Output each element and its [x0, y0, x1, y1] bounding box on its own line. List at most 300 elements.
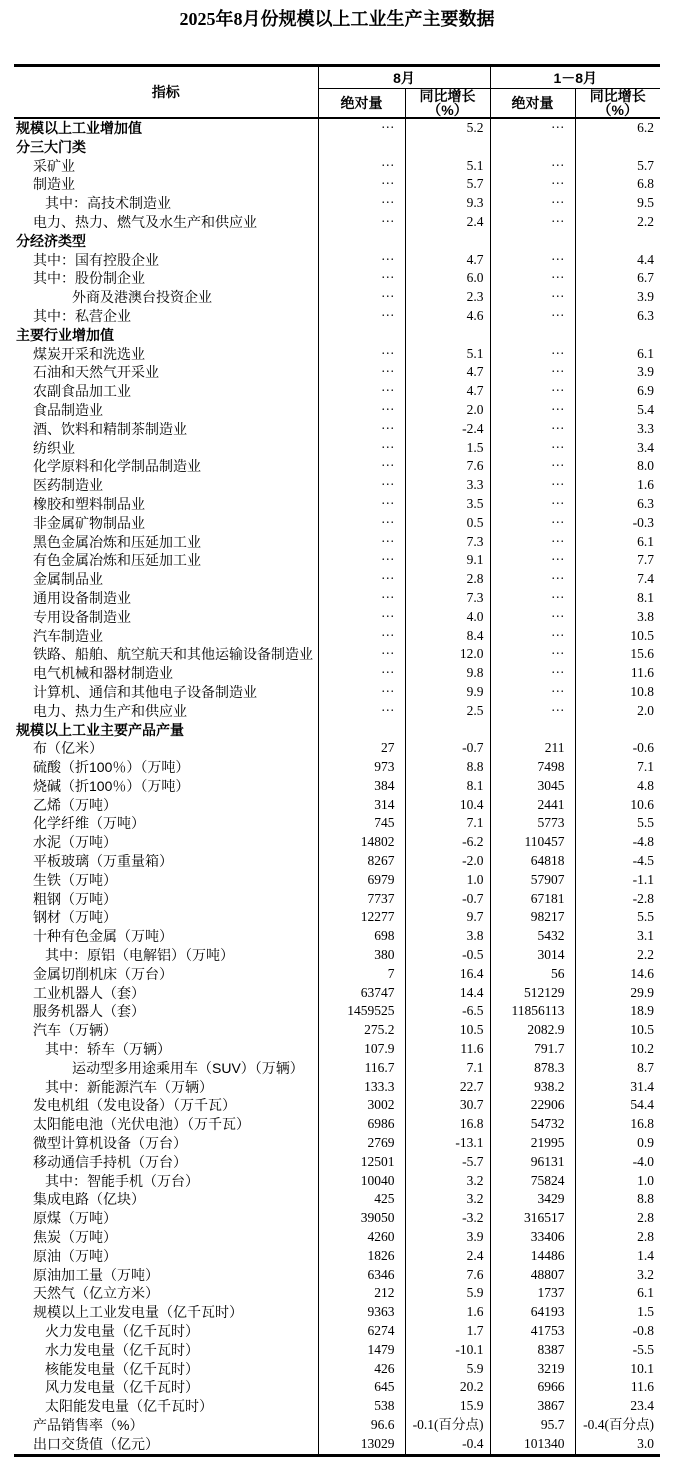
- indicator-cell: 十种有色金属（万吨）: [33, 928, 173, 945]
- cum-yoy-cell: 7.4: [575, 570, 660, 589]
- indicator-cell: 食品制造业: [33, 401, 103, 418]
- cum-yoy-cell: 7.7: [575, 551, 660, 570]
- table-row: [14, 608, 660, 627]
- cum-yoy-cell: 5.4: [575, 401, 660, 420]
- table-row: [14, 645, 660, 664]
- cum-abs-cell: 98217: [490, 908, 575, 927]
- cum-yoy-cell: 4.8: [575, 777, 660, 796]
- cum-abs-cell: 48807: [490, 1266, 575, 1285]
- indicator-cell: 粗钢（万吨）: [33, 890, 117, 907]
- cum-abs-cell: 57907: [490, 871, 575, 890]
- aug-yoy-cell: [405, 721, 490, 740]
- aug-abs-cell: 384: [318, 777, 405, 796]
- table-header: [14, 66, 660, 119]
- table-row: [14, 1284, 660, 1303]
- indicator-cell: 其中：高技术制造业: [45, 195, 171, 212]
- cum-abs-cell: 5773: [490, 814, 575, 833]
- table-row: [14, 1378, 660, 1397]
- cum-abs-cell: 56: [490, 965, 575, 984]
- cum-abs-cell: ···: [490, 589, 575, 608]
- indicator-cell: 硫酸（折100％）（万吨）: [33, 759, 190, 776]
- cum-yoy-cell: 5.7: [575, 157, 660, 176]
- cum-abs-cell: 22906: [490, 1096, 575, 1115]
- aug-yoy-cell: -3.2: [405, 1209, 490, 1228]
- table-row: [14, 1134, 660, 1153]
- indicator-cell: 生铁（万吨）: [33, 871, 117, 888]
- table-row: [14, 194, 660, 213]
- cum-yoy-cell: 10.8: [575, 683, 660, 702]
- table-row: [14, 1096, 660, 1115]
- aug-yoy-cell: 3.2: [405, 1172, 490, 1191]
- aug-abs-cell: 1826: [318, 1247, 405, 1266]
- cum-yoy-cell: 3.4: [575, 439, 660, 458]
- table-row: [14, 777, 660, 796]
- table-row: [14, 251, 660, 270]
- table-row: [14, 833, 660, 852]
- aug-yoy-cell: 2.5: [405, 702, 490, 721]
- col-header-absolute-cum: 绝对量: [490, 89, 575, 119]
- indicator-cell: 金属制品业: [33, 571, 103, 588]
- cum-abs-cell: ···: [490, 345, 575, 364]
- table-row: [14, 514, 660, 533]
- cum-abs-cell: 11856113: [490, 1002, 575, 1021]
- indicator-cell: 有色金属冶炼和压延加工业: [33, 552, 201, 569]
- aug-yoy-cell: 7.3: [405, 533, 490, 552]
- cum-abs-cell: ···: [490, 457, 575, 476]
- cum-yoy-cell: 6.1: [575, 345, 660, 364]
- cum-abs-cell: 3219: [490, 1360, 575, 1379]
- aug-abs-cell: 96.6: [318, 1416, 405, 1435]
- aug-yoy-cell: [405, 326, 490, 345]
- table-row: [14, 1435, 660, 1455]
- cum-abs-cell: 14486: [490, 1247, 575, 1266]
- aug-yoy-cell: -2.4: [405, 420, 490, 439]
- table-row: [14, 439, 660, 458]
- table-row: [14, 1360, 660, 1379]
- table-row: [14, 627, 660, 646]
- aug-abs-cell: ···: [318, 589, 405, 608]
- indicator-cell: 通用设备制造业: [33, 589, 131, 606]
- cum-yoy-cell: 3.0: [575, 1435, 660, 1455]
- cum-yoy-cell: 2.2: [575, 213, 660, 232]
- aug-abs-cell: ···: [318, 570, 405, 589]
- indicator-cell: 规模以上工业发电量（亿千瓦时）: [33, 1304, 243, 1321]
- cum-yoy-cell: 11.6: [575, 1378, 660, 1397]
- aug-abs-cell: ···: [318, 683, 405, 702]
- aug-abs-cell: ···: [318, 307, 405, 326]
- aug-yoy-cell: -13.1: [405, 1134, 490, 1153]
- cum-abs-cell: ···: [490, 608, 575, 627]
- aug-abs-cell: 27: [318, 739, 405, 758]
- indicator-cell: 纺织业: [33, 439, 75, 456]
- table-row: [14, 118, 660, 138]
- indicator-cell: 其中：国有控股企业: [33, 251, 159, 268]
- indicator-cell: 产品销售率（%）: [33, 1416, 144, 1433]
- cum-yoy-cell: 6.3: [575, 307, 660, 326]
- aug-abs-cell: 1459525: [318, 1002, 405, 1021]
- cum-abs-cell: 41753: [490, 1322, 575, 1341]
- cum-abs-cell: 101340: [490, 1435, 575, 1455]
- cum-yoy-cell: 15.6: [575, 645, 660, 664]
- cum-abs-cell: ···: [490, 288, 575, 307]
- cum-yoy-cell: 2.8: [575, 1209, 660, 1228]
- indicator-cell: 规模以上工业增加值: [16, 120, 142, 136]
- aug-abs-cell: ···: [318, 175, 405, 194]
- table-row: [14, 852, 660, 871]
- aug-abs-cell: [318, 232, 405, 251]
- cum-yoy-cell: 9.5: [575, 194, 660, 213]
- indicator-cell: 钢材（万吨）: [33, 909, 117, 926]
- aug-abs-cell: ···: [318, 382, 405, 401]
- cum-abs-cell: ···: [490, 118, 575, 138]
- aug-yoy-cell: 9.9: [405, 683, 490, 702]
- indicator-cell: 太阳能电池（光伏电池）（万千瓦）: [33, 1116, 250, 1133]
- table-row: [14, 1002, 660, 1021]
- cum-abs-cell: 512129: [490, 984, 575, 1003]
- aug-yoy-cell: 4.7: [405, 251, 490, 270]
- table-row: [14, 1322, 660, 1341]
- aug-abs-cell: ···: [318, 495, 405, 514]
- indicator-cell: 焦炭（万吨）: [33, 1229, 117, 1246]
- table-row: [14, 1115, 660, 1134]
- indicator-cell: 出口交货值（亿元）: [33, 1435, 159, 1452]
- cum-abs-cell: 2441: [490, 796, 575, 815]
- table-row: [14, 533, 660, 552]
- cum-yoy-cell: 10.1: [575, 1360, 660, 1379]
- aug-abs-cell: 275.2: [318, 1021, 405, 1040]
- cum-abs-cell: 6966: [490, 1378, 575, 1397]
- table-row: [14, 1416, 660, 1435]
- aug-yoy-cell: 2.8: [405, 570, 490, 589]
- aug-yoy-cell: 10.4: [405, 796, 490, 815]
- table-row: [14, 927, 660, 946]
- indicator-cell: 专用设备制造业: [33, 608, 131, 625]
- table-row: [14, 1266, 660, 1285]
- indicator-cell: 农副食品加工业: [33, 383, 131, 400]
- aug-abs-cell: ···: [318, 702, 405, 721]
- indicator-cell: 发电机组（发电设备）（万千瓦）: [33, 1097, 236, 1114]
- table-row: [14, 589, 660, 608]
- aug-abs-cell: ···: [318, 363, 405, 382]
- indicator-cell: 其中：原铝（电解铝）（万吨）: [45, 947, 234, 964]
- aug-yoy-cell: 10.5: [405, 1021, 490, 1040]
- cum-yoy-cell: -2.8: [575, 890, 660, 909]
- aug-yoy-cell: 9.3: [405, 194, 490, 213]
- aug-yoy-cell: 2.4: [405, 213, 490, 232]
- aug-abs-cell: 973: [318, 758, 405, 777]
- cum-yoy-cell: 23.4: [575, 1397, 660, 1416]
- aug-abs-cell: ···: [318, 420, 405, 439]
- cum-abs-cell: 3867: [490, 1397, 575, 1416]
- aug-abs-cell: 425: [318, 1190, 405, 1209]
- industrial-production-table: [14, 64, 660, 1457]
- cum-yoy-cell: 3.2: [575, 1266, 660, 1285]
- table-row: [14, 570, 660, 589]
- cum-yoy-cell: -5.5: [575, 1341, 660, 1360]
- table-body: [14, 118, 660, 1455]
- aug-abs-cell: 116.7: [318, 1059, 405, 1078]
- aug-abs-cell: 107.9: [318, 1040, 405, 1059]
- indicator-cell: 服务机器人（套）: [33, 1003, 145, 1020]
- cum-abs-cell: ···: [490, 269, 575, 288]
- aug-abs-cell: 2769: [318, 1134, 405, 1153]
- cum-yoy-cell: 18.9: [575, 1002, 660, 1021]
- cum-yoy-cell: -1.1: [575, 871, 660, 890]
- aug-abs-cell: 10040: [318, 1172, 405, 1191]
- aug-abs-cell: 212: [318, 1284, 405, 1303]
- indicator-cell: 其中：轿车（万辆）: [45, 1041, 171, 1058]
- cum-yoy-cell: 0.9: [575, 1134, 660, 1153]
- cum-yoy-cell: 6.9: [575, 382, 660, 401]
- indicator-cell: 乙烯（万吨）: [33, 796, 117, 813]
- cum-abs-cell: 54732: [490, 1115, 575, 1134]
- aug-yoy-cell: 5.9: [405, 1284, 490, 1303]
- aug-yoy-cell: 9.1: [405, 551, 490, 570]
- aug-yoy-cell: 30.7: [405, 1096, 490, 1115]
- cum-yoy-cell: 6.8: [575, 175, 660, 194]
- table-row: [14, 1153, 660, 1172]
- aug-abs-cell: [318, 138, 405, 157]
- aug-abs-cell: 63747: [318, 984, 405, 1003]
- table-row: [14, 213, 660, 232]
- cum-abs-cell: 33406: [490, 1228, 575, 1247]
- cum-abs-cell: 791.7: [490, 1040, 575, 1059]
- cum-yoy-cell: 1.0: [575, 1172, 660, 1191]
- indicator-cell: 金属切削机床（万台）: [33, 965, 173, 982]
- indicator-cell: 烧碱（折100％）（万吨）: [33, 777, 190, 794]
- aug-yoy-cell: -2.0: [405, 852, 490, 871]
- indicator-cell: 化学纤维（万吨）: [33, 815, 145, 832]
- cum-yoy-cell: 1.5: [575, 1303, 660, 1322]
- table-row: [14, 157, 660, 176]
- cum-abs-cell: 110457: [490, 833, 575, 852]
- cum-abs-cell: ···: [490, 476, 575, 495]
- cum-abs-cell: ···: [490, 570, 575, 589]
- aug-yoy-cell: 2.4: [405, 1247, 490, 1266]
- cum-yoy-cell: 3.9: [575, 363, 660, 382]
- cum-abs-cell: ···: [490, 664, 575, 683]
- aug-yoy-cell: 22.7: [405, 1078, 490, 1097]
- cum-abs-cell: 67181: [490, 890, 575, 909]
- cum-yoy-cell: 3.8: [575, 608, 660, 627]
- table-row: [14, 401, 660, 420]
- col-header-indicator: 指标: [14, 66, 318, 119]
- indicator-cell: 核能发电量（亿千瓦时）: [45, 1360, 199, 1377]
- cum-abs-cell: 5432: [490, 927, 575, 946]
- indicator-cell: 其中：股份制企业: [33, 270, 145, 287]
- table-row: [14, 1172, 660, 1191]
- aug-yoy-cell: 1.7: [405, 1322, 490, 1341]
- cum-yoy-cell: -4.8: [575, 833, 660, 852]
- aug-abs-cell: ···: [318, 514, 405, 533]
- aug-yoy-cell: 4.0: [405, 608, 490, 627]
- table-row: [14, 1021, 660, 1040]
- table-row: [14, 138, 660, 157]
- cum-abs-cell: ···: [490, 382, 575, 401]
- aug-abs-cell: ···: [318, 608, 405, 627]
- cum-yoy-cell: 7.1: [575, 758, 660, 777]
- cum-yoy-cell: 8.7: [575, 1059, 660, 1078]
- indicator-cell: 计算机、通信和其他电子设备制造业: [33, 683, 257, 700]
- cum-abs-cell: ···: [490, 683, 575, 702]
- table-row: [14, 1247, 660, 1266]
- aug-abs-cell: ···: [318, 157, 405, 176]
- aug-abs-cell: [318, 721, 405, 740]
- aug-abs-cell: ···: [318, 664, 405, 683]
- aug-yoy-cell: 7.3: [405, 589, 490, 608]
- table-row: [14, 683, 660, 702]
- table-row: [14, 1209, 660, 1228]
- table-row: [14, 420, 660, 439]
- cum-abs-cell: [490, 326, 575, 345]
- aug-yoy-cell: 7.6: [405, 457, 490, 476]
- aug-yoy-cell: 16.4: [405, 965, 490, 984]
- indicator-cell: 电力、热力、燃气及水生产和供应业: [33, 213, 257, 230]
- aug-abs-cell: 7: [318, 965, 405, 984]
- cum-abs-cell: ···: [490, 551, 575, 570]
- cum-abs-cell: 64818: [490, 852, 575, 871]
- aug-yoy-cell: 14.4: [405, 984, 490, 1003]
- cum-yoy-cell: [575, 232, 660, 251]
- aug-abs-cell: 12501: [318, 1153, 405, 1172]
- table-row: [14, 721, 660, 740]
- aug-yoy-cell: 2.3: [405, 288, 490, 307]
- table-row: [14, 495, 660, 514]
- cum-yoy-cell: 2.8: [575, 1228, 660, 1247]
- table-row: [14, 1303, 660, 1322]
- cum-yoy-cell: 54.4: [575, 1096, 660, 1115]
- indicator-cell: 工业机器人（套）: [33, 984, 145, 1001]
- cum-yoy-cell: 8.1: [575, 589, 660, 608]
- aug-yoy-cell: 1.6: [405, 1303, 490, 1322]
- aug-abs-cell: ···: [318, 551, 405, 570]
- cum-yoy-cell: 6.7: [575, 269, 660, 288]
- cum-yoy-cell: 10.6: [575, 796, 660, 815]
- cum-abs-cell: ···: [490, 702, 575, 721]
- table-row: [14, 796, 660, 815]
- cum-abs-cell: ···: [490, 514, 575, 533]
- aug-abs-cell: 8267: [318, 852, 405, 871]
- col-header-yoy-cum: 同比增长 （%）: [575, 89, 660, 119]
- cum-yoy-cell: 10.5: [575, 1021, 660, 1040]
- col-header-jan-aug: 1－8月: [490, 66, 660, 89]
- aug-yoy-cell: -0.7: [405, 890, 490, 909]
- indicator-cell: 太阳能发电量（亿千瓦时）: [45, 1398, 213, 1415]
- cum-yoy-cell: -4.0: [575, 1153, 660, 1172]
- cum-yoy-cell: -0.6: [575, 739, 660, 758]
- aug-abs-cell: ···: [318, 345, 405, 364]
- aug-yoy-cell: 5.9: [405, 1360, 490, 1379]
- indicator-cell: 采矿业: [33, 157, 75, 174]
- cum-abs-cell: 878.3: [490, 1059, 575, 1078]
- aug-yoy-cell: 4.6: [405, 307, 490, 326]
- aug-abs-cell: 380: [318, 946, 405, 965]
- aug-abs-cell: 133.3: [318, 1078, 405, 1097]
- table-row: [14, 345, 660, 364]
- table-row: [14, 269, 660, 288]
- aug-abs-cell: 314: [318, 796, 405, 815]
- table-row: [14, 984, 660, 1003]
- cum-abs-cell: ···: [490, 157, 575, 176]
- cum-yoy-cell: 3.9: [575, 288, 660, 307]
- aug-abs-cell: ···: [318, 288, 405, 307]
- aug-abs-cell: ···: [318, 476, 405, 495]
- page-title: 2025年8月份规模以上工业生产主要数据: [179, 9, 495, 29]
- indicator-cell: 水泥（万吨）: [33, 834, 117, 851]
- aug-yoy-cell: 11.6: [405, 1040, 490, 1059]
- indicator-cell: 医药制造业: [33, 477, 103, 494]
- aug-yoy-cell: -0.5: [405, 946, 490, 965]
- aug-yoy-cell: 5.7: [405, 175, 490, 194]
- aug-abs-cell: 426: [318, 1360, 405, 1379]
- table-row: [14, 871, 660, 890]
- cum-abs-cell: [490, 721, 575, 740]
- cum-abs-cell: 211: [490, 739, 575, 758]
- cum-yoy-cell: 4.4: [575, 251, 660, 270]
- cum-yoy-cell: 11.6: [575, 664, 660, 683]
- table-row: [14, 1228, 660, 1247]
- col-header-august: 8月: [318, 66, 490, 89]
- indicator-cell: 橡胶和塑料制品业: [33, 495, 145, 512]
- aug-abs-cell: 6346: [318, 1266, 405, 1285]
- table-row: [14, 476, 660, 495]
- cum-abs-cell: ···: [490, 251, 575, 270]
- indicator-cell: 煤炭开采和洗选业: [33, 345, 145, 362]
- aug-yoy-cell: 3.2: [405, 1190, 490, 1209]
- indicator-cell: 集成电路（亿块）: [33, 1191, 145, 1208]
- aug-abs-cell: ···: [318, 194, 405, 213]
- aug-yoy-cell: 16.8: [405, 1115, 490, 1134]
- aug-abs-cell: ···: [318, 213, 405, 232]
- table-row: [14, 1397, 660, 1416]
- indicator-cell: 铁路、船舶、航空航天和其他运输设备制造业: [33, 646, 313, 663]
- table-row: [14, 382, 660, 401]
- indicator-cell: 汽车（万辆）: [33, 1022, 117, 1039]
- table-row: [14, 1040, 660, 1059]
- cum-yoy-cell: 5.5: [575, 814, 660, 833]
- aug-abs-cell: ···: [318, 118, 405, 138]
- aug-abs-cell: ···: [318, 251, 405, 270]
- indicator-cell: 微型计算机设备（万台）: [33, 1135, 187, 1152]
- cum-yoy-cell: 2.0: [575, 702, 660, 721]
- aug-yoy-cell: 3.8: [405, 927, 490, 946]
- aug-abs-cell: 4260: [318, 1228, 405, 1247]
- cum-yoy-cell: 29.9: [575, 984, 660, 1003]
- cum-abs-cell: 64193: [490, 1303, 575, 1322]
- cum-yoy-cell: 6.1: [575, 1284, 660, 1303]
- aug-yoy-cell: 4.7: [405, 382, 490, 401]
- cum-abs-cell: 1737: [490, 1284, 575, 1303]
- aug-yoy-cell: 7.1: [405, 1059, 490, 1078]
- indicator-cell: 其中：智能手机（万台）: [45, 1172, 199, 1189]
- table-row: [14, 1190, 660, 1209]
- aug-yoy-cell: 3.9: [405, 1228, 490, 1247]
- aug-abs-cell: 13029: [318, 1435, 405, 1455]
- aug-abs-cell: 14802: [318, 833, 405, 852]
- aug-yoy-cell: -6.2: [405, 833, 490, 852]
- cum-abs-cell: 2082.9: [490, 1021, 575, 1040]
- table-row: [14, 1059, 660, 1078]
- cum-yoy-cell: 6.1: [575, 533, 660, 552]
- cum-abs-cell: 21995: [490, 1134, 575, 1153]
- cum-abs-cell: [490, 138, 575, 157]
- aug-abs-cell: ···: [318, 401, 405, 420]
- aug-abs-cell: 9363: [318, 1303, 405, 1322]
- aug-yoy-cell: 3.5: [405, 495, 490, 514]
- table-row: [14, 814, 660, 833]
- cum-abs-cell: 96131: [490, 1153, 575, 1172]
- cum-yoy-cell: 3.1: [575, 927, 660, 946]
